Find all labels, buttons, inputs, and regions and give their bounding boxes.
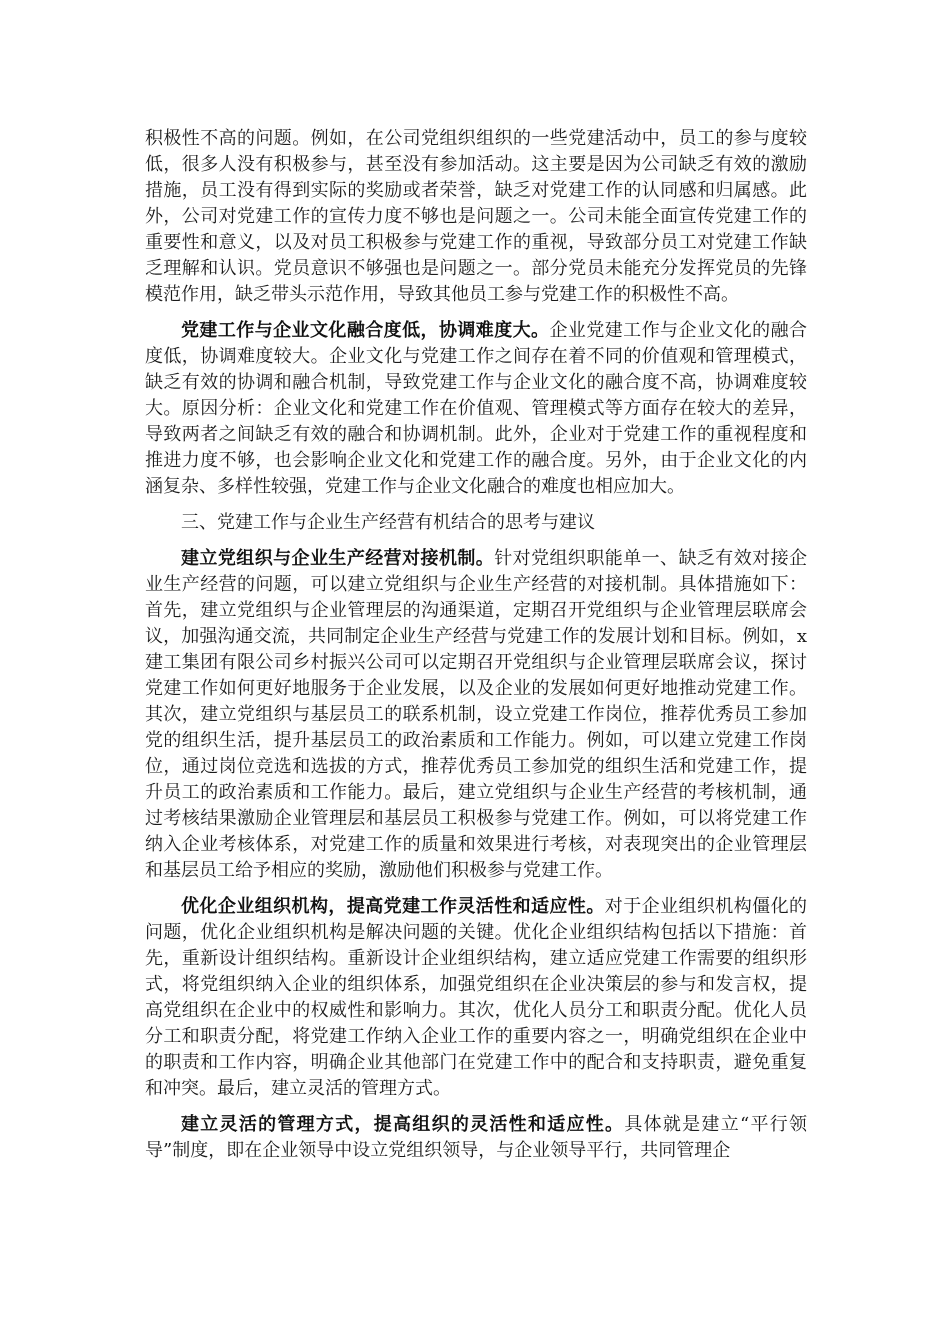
paragraph-text: 积极性不高的问题。例如，在公司党组织组织的一些党建活动中，员工的参与度较低，很多人没有积极参与，甚至没有参加活动。这主要是因为公司缺乏有效的激励措施，员工没有得到实际的奖励或者荣誉，缺乏对党建工作的认同感和归属感。此外，公司对党建工作的宣传力度不够也是问题之一。公司未能全面宣传党建工作的重要性和意义，以及对员工积极参与党建工作的重视，导致部分员工对党建工作缺乏理解和认识。党员意识不够强也是问题之一。部分党员未能充分发挥党员的先锋模范作用，缺乏带头示范作用，导致其他员工参与党建工作的积极性不高。	[145, 128, 807, 305]
document-page	[145, 126, 807, 1174]
paragraph-participation-issue	[145, 126, 807, 308]
paragraph-lead: 党建工作与企业文化融合度低，协调难度大。	[181, 320, 550, 341]
paragraph-text: 具体就是建立“平行领导”制度，即在企业领导中设立党组织领导，与企业领导平行，共同管理企	[145, 1114, 808, 1161]
paragraph-culture-integration	[145, 318, 807, 500]
paragraph-lead: 建立党组织与企业生产经营对接机制。	[181, 548, 495, 569]
paragraph-text: 对于企业组织机构僵化的问题，优化企业组织机构是解决问题的关键。优化企业组织结构包括以下措施：首先，重新设计组织结构。重新设计企业组织结构，建立适应党建工作需要的组织形式，将党组织纳入企业的组织体系，加强党组织在企业决策层的参与和发言权，提高党组织在企业中的权威性和影响力。其次，优化人员分工和职责分配。优化人员分工和职责分配，将党建工作纳入企业工作的重要内容之一，明确党组织在企业中的职责和工作内容，明确企业其他部门在党建工作中的配合和支持职责，避免重复和冲突。最后，建立灵活的管理方式。	[145, 896, 808, 1099]
section-heading: 三、党建工作与企业生产经营有机结合的思考与建议	[181, 512, 595, 533]
paragraph-lead: 建立灵活的管理方式，提高组织的灵活性和适应性。	[181, 1114, 625, 1135]
paragraph-flexible-management	[145, 1112, 807, 1164]
paragraph-docking-mechanism	[145, 546, 807, 884]
paragraph-optimize-structure	[145, 894, 807, 1102]
paragraph-text: 针对党组织职能单一、缺乏有效对接企业生产经营的问题，可以建立党组织与企业生产经营的对接机制。具体措施如下：首先，建立党组织与企业管理层的沟通渠道，定期召开党组织与企业管理层联席会议，加强沟通交流，共同制定企业生产经营与党建工作的发展计划和目标。例如，x建工集团有限公司乡村振兴公司可以定期召开党组织与企业管理层联席会议，探讨党建工作如何更好地服务于企业发展，以及企业的发展如何更好地推动党建工作。其次，建立党组织与基层员工的联系机制，设立党建工作岗位，推荐优秀员工参加党的组织生活，提升基层员工的政治素质和工作能力。例如，可以建立党建工作岗位，通过岗位竞选和选拔的方式，推荐优秀员工参加党的组织生活和党建工作，提升员工的政治素质和工作能力。最后，建立党组织与企业生产经营的考核机制，通过考核结果激励企业管理层和基层员工积极参与党建工作。例如，可以将党建工作纳入企业考核体系，对党建工作的质量和效果进行考核，对表现突出的企业管理层和基层员工给予相应的奖励，激励他们积极参与党建工作。	[145, 548, 808, 881]
paragraph-lead: 优化企业组织机构，提高党建工作灵活性和适应性。	[181, 896, 605, 917]
paragraph-text: 企业党建工作与企业文化的融合度低，协调难度较大。企业文化与党建工作之间存在着不同的价值观和管理模式，缺乏有效的协调和融合机制，导致党建工作与企业文化的融合度不高，协调难度较大。原因分析：企业文化和党建工作在价值观、管理模式等方面存在较大的差异，导致两者之间缺乏有效的融合和协调机制。此外，企业对于党建工作的重视程度和推进力度不够，也会影响企业文化和党建工作的融合度。另外，由于企业文化的内涵复杂、多样性较强，党建工作与企业文化融合的难度也相应加大。	[145, 320, 807, 497]
